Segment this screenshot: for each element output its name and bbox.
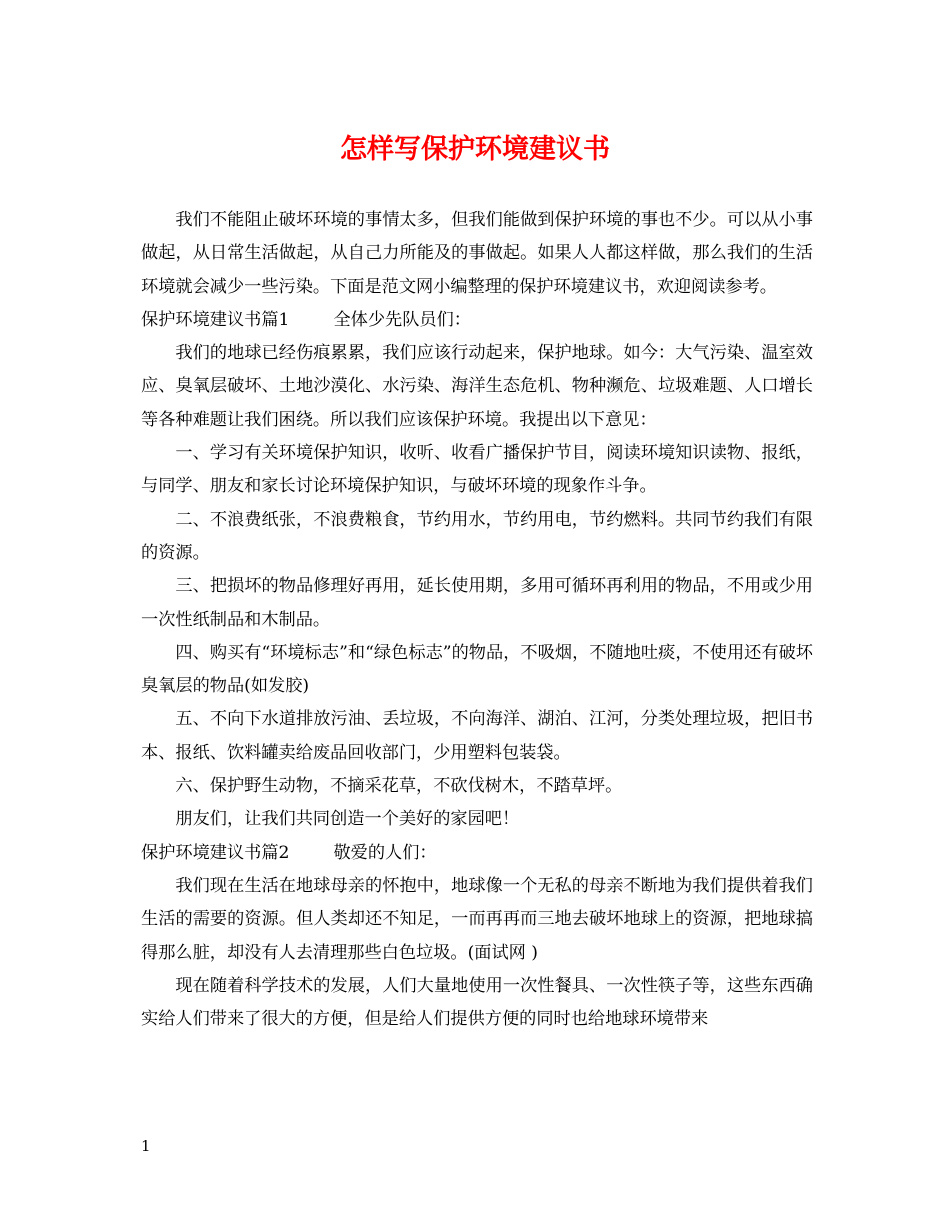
document-body (141, 204, 813, 1036)
body-paragraph: 现在随着科学技术的发展，人们大量地使用一次性餐具、一次性筷子等，这些东西确实给人们带来了很大的方便，但是给人们提供方便的同时也给地球环境带来 (141, 975, 813, 1030)
suggestion-item-1: 一、学习有关环境保护知识，收听、收看广播保护节目，阅读环境知识读物、报纸，与同学、朋友和家长讨论环境保护知识，与破坏环境的现象作斗争。 (141, 443, 813, 497)
page-number: 1 (141, 1137, 151, 1155)
intro-paragraph: 我们不能阻止破坏环境的事情太多，但我们能做到保护环境的事也不少。可以从小事做起，从日常生活做起，从自己力所能及的事做起。如果人人都这样做，那么我们的生活环境就会减少一些污染。下面是范文网小编整理的保护环境建议书，欢迎阅读参考。 (141, 210, 813, 297)
section-salutation-1: 全体少先队员们： (333, 309, 471, 330)
suggestion-item-4: 四、购买有“环境标志”和“绿色标志”的物品，不吸烟，不随地吐痰，不使用还有破坏臭氧层的物品(如发胶) (141, 642, 813, 697)
document-title: 怎样写保护环境建议书 (340, 134, 610, 165)
body-paragraph: 我们的地球已经伤痕累累，我们应该行动起来，保护地球。如今：大气污染、温室效应、臭氧层破坏、土地沙漠化、水污染、海洋生态危机、物种濒危、垃圾难题、人口增长等各种难题让我们困绕。所以我们应该保护环境。我提出以下意见： (141, 343, 813, 430)
suggestion-item-2: 二、不浪费纸张，不浪费粮食，节约用水，节约用电，节约燃料。共同节约我们有限的资源。 (141, 509, 813, 563)
section-heading-1 (141, 304, 813, 337)
suggestion-item-5: 五、不向下水道排放污油、丢垃圾，不向海洋、湖泊、江河，分类处理垃圾，把旧书本、报纸、饮料罐卖给废品回收部门，少用塑料包装袋。 (141, 709, 813, 763)
suggestion-item-3: 三、把损坏的物品修理好再用，延长使用期，多用可循环再利用的物品，不用或少用一次性纸制品和木制品。 (141, 576, 813, 630)
suggestion-item-6: 六、保护野生动物，不摘采花草，不砍伐树木，不踏草坪。 (175, 776, 623, 797)
section-title-2: 保护环境建议书篇2 (141, 842, 290, 863)
section-heading-2 (141, 837, 813, 870)
closing-paragraph: 朋友们，让我们共同创造一个美好的家园吧！ (175, 809, 520, 830)
body-paragraph: 我们现在生活在地球母亲的怀抱中，地球像一个无私的母亲不断地为我们提供着我们生活的需要的资源。但人类却还不知足，一而再再而三地去破坏地球上的资源，把地球搞得那么脏，却没有人去清理那些白色垃圾。(面试网 ) (141, 875, 813, 963)
section-title-1: 保护环境建议书篇1 (141, 309, 290, 330)
section-salutation-2: 敬爱的人们： (333, 842, 437, 863)
